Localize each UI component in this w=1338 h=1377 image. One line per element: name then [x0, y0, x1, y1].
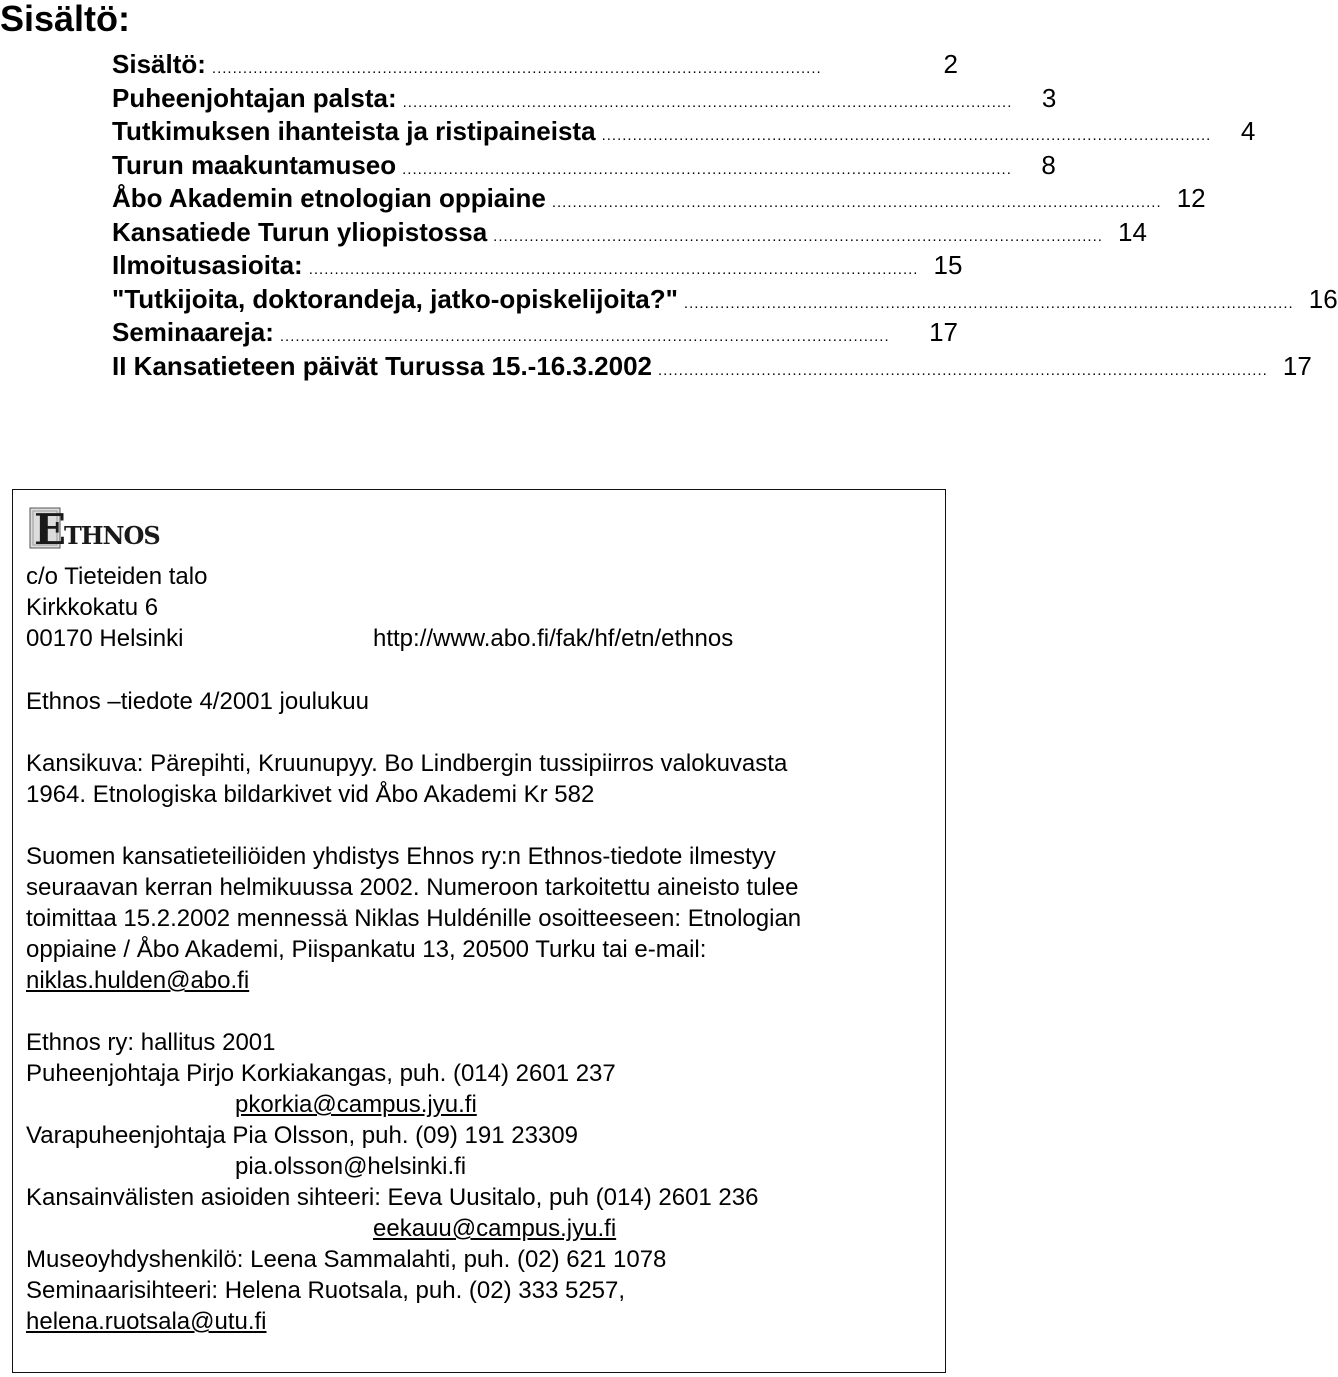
toc-entry-title: Ilmoitusasioita: — [112, 250, 303, 280]
toc-dot-leader: ...................................................................................................................... — [493, 227, 1103, 245]
toc-entry-title: II Kansatieteen päivät Turussa 15.-16.3.2002 — [112, 350, 653, 381]
toc-dot-leader: ...................................................................................................................... — [308, 261, 919, 278]
board-member: Kansainvälisten asioiden sihteeri: Eeva Uusitalo, puh (014) 2601 236 — [26, 1184, 759, 1211]
toc-entry-page: 16 — [1308, 283, 1338, 314]
toc-dot-leader: ...................................................................................................................... — [402, 160, 1012, 178]
toc-entry[interactable] — [112, 149, 1056, 183]
svg-text:THNOS: THNOS — [64, 521, 160, 550]
toc-entry-title: Puheenjohtajan palsta: — [112, 82, 397, 113]
toc-dot-leader: ...................................................................................................................... — [279, 328, 890, 345]
ethnos-logo — [28, 502, 160, 552]
address-line: c/o Tieteiden talo — [26, 563, 208, 590]
email-link[interactable]: eekauu@campus.jyu.fi — [373, 1215, 617, 1242]
toc-entry-title: Sisältö: — [112, 49, 206, 79]
board-member: Varapuheenjohtaja Pia Olsson, puh. (09) 191 23309 — [26, 1122, 578, 1149]
board-heading: Ethnos ry: hallitus 2001 — [26, 1029, 276, 1056]
email-link[interactable]: helena.ruotsala@utu.fi — [26, 1308, 267, 1335]
toc-entry-page: 12 — [1176, 183, 1206, 213]
toc-entry-page: 2 — [943, 49, 958, 79]
toc-dot-leader: ...................................................................................................................... — [683, 294, 1294, 312]
board-member: Museoyhdyshenkilö: Leena Sammalahti, puh. (02) 621 1078 — [26, 1246, 667, 1273]
page-title: Sisältö: — [0, 0, 131, 39]
toc-dot-leader: ...................................................................................................................... — [601, 127, 1212, 144]
toc-entry[interactable] — [112, 216, 1147, 250]
toc-entry[interactable] — [112, 249, 963, 283]
table-of-contents — [112, 48, 1338, 383]
toc-entry-page: 3 — [1041, 82, 1057, 113]
email-address: pia.olsson@helsinki.fi — [235, 1153, 467, 1180]
toc-dot-leader: ...................................................................................................................... — [402, 93, 1013, 111]
toc-entry-page: 17 — [1282, 350, 1312, 381]
toc-entry-title: "Tutkijoita, doktorandeja, jatko-opiskelijoita?" — [112, 283, 678, 314]
toc-entry-title: Kansatiede Turun yliopistossa — [112, 216, 488, 247]
ethnos-logo-graphic — [28, 502, 160, 552]
toc-entry[interactable] — [112, 115, 1256, 149]
notice-text: toimittaa 15.2.2002 mennessä Niklas Huldénille osoitteeseen: Etnologian — [26, 905, 802, 932]
toc-entry-title: Tutkimuksen ihanteista ja ristipaineista — [112, 116, 596, 146]
board-member: Puheenjohtaja Pirjo Korkiakangas, puh. (014) 2601 237 — [26, 1060, 616, 1087]
notice-text: oppiaine / Åbo Akademi, Piispankatu 13, 20500 Turku tai e-mail: — [26, 936, 707, 963]
svg-text:E: E — [34, 505, 67, 554]
toc-entry[interactable] — [112, 182, 1206, 216]
toc-entry-page: 17 — [929, 317, 958, 347]
toc-entry-title: Åbo Akademin etnologian oppiaine — [112, 183, 546, 213]
toc-entry-page: 15 — [933, 250, 963, 280]
website-link[interactable]: http://www.abo.fi/fak/hf/etn/ethnos — [373, 625, 734, 652]
cover-caption: 1964. Etnologiska bildarkivet vid Åbo Akademi Kr 582 — [26, 781, 595, 808]
toc-dot-leader: ...................................................................................................................... — [551, 194, 1162, 211]
info-box — [12, 489, 946, 1373]
notice-text: Suomen kansatieteiliöiden yhdistys Ehnos ry:n Ethnos-tiedote ilmestyy — [26, 843, 776, 870]
address-line: Kirkkokatu 6 — [26, 594, 159, 621]
toc-entry[interactable] — [112, 82, 1057, 116]
toc-entry[interactable] — [112, 283, 1338, 317]
toc-entry-page: 8 — [1041, 149, 1056, 180]
toc-entry-title: Seminaareja: — [112, 317, 274, 347]
notice-text: seuraavan kerran helmikuussa 2002. Numeroon tarkoitettu aineisto tulee — [26, 874, 799, 901]
email-link[interactable]: pkorkia@campus.jyu.fi — [235, 1091, 477, 1118]
toc-entry-page: 14 — [1118, 216, 1147, 247]
email-link[interactable]: niklas.hulden@abo.fi — [26, 967, 250, 994]
cover-caption: Kansikuva: Pärepihti, Kruunupyy. Bo Lindbergin tussipiirros valokuvasta — [26, 750, 788, 777]
toc-entry-title: Turun maakuntamuseo — [112, 149, 397, 180]
toc-dot-leader: ...................................................................................................................... — [211, 60, 822, 77]
board-member: Seminaarisihteeri: Helena Ruotsala, puh. (02) 333 5257, — [26, 1277, 626, 1304]
toc-entry[interactable] — [112, 48, 958, 82]
address-line: 00170 Helsinki — [26, 625, 184, 652]
toc-dot-leader: ...................................................................................................................... — [658, 361, 1268, 379]
toc-entry-page: 4 — [1240, 116, 1256, 146]
issue-line: Ethnos –tiedote 4/2001 joulukuu — [26, 688, 369, 715]
toc-entry[interactable] — [112, 316, 958, 350]
toc-entry[interactable] — [112, 350, 1312, 384]
